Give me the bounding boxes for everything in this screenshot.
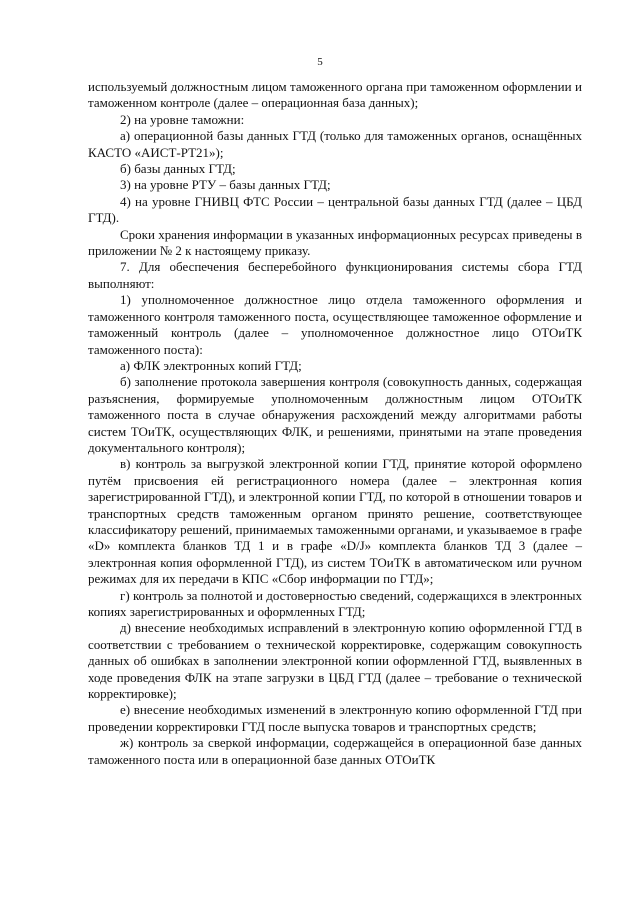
paragraph-section-7: 7. Для обеспечения бесперебойного функционирования системы сбора ГТД выполняют: [88,259,582,291]
document-body [88,79,582,768]
paragraph-customs-level: 2) на уровне таможни: [120,111,245,127]
paragraph-item-b-gtd-db: б) базы данных ГТД; [120,161,236,177]
paragraph-item-d-corrections: д) внесение необходимых исправлений в электронную копию оформленной ГТД в соответствии с требованием о технической корректировке, содержащим совокупность данных об ошибках в заполнении электронной копии оформленной ГТД, выявленных в ходе проведения ФЛК на этапе загрузки в ЦБД ГТД (далее – требование о технической корректировке); [88,620,582,702]
paragraph-rtu-level: 3) на уровне РТУ – базы данных ГТД; [120,177,331,193]
paragraph-gnivc-level: 4) на уровне ГНИВЦ ФТС России – центральной базы данных ГТД (далее – ЦБД ГТД). [88,193,582,226]
paragraph-item-v-upload-control: в) контроль за выгрузкой электронной копии ГТД, принятие которой оформлено путём присвоения ей регистрационного номера (далее – электронная копия зарегистрированной ГТД), и электронной копии ГТД, по которой в отношении товаров и транспортных средств таможенным органом принято решение, соответствующее классификатору решений, принимаемых таможенными органами, и указываемое в графе «D» комплекта бланков ТД 1 и в графе «D/J» комплекта бланков ТД 3 (далее – электронная копия оформленной ГТД), из систем ТОиТК в автоматическом или ручном режимах для их передачи в КПС «Сбор информации по ГТД»; [88,456,582,587]
paragraph-item-b-protocol: б) заполнение протокола завершения контроля (совокупность данных, содержащая разъяснения, формируемые уполномоченным должностным лицом ОТОиТК таможенного поста в случае обнаружения расхождений между алгоритмами работы систем ТОиТК, осуществляющих ФЛК, и решениями, принятыми на этапе проведения документального контроля); [88,374,582,455]
paragraph-item-a-operational-db: а) операционной базы данных ГТД (только для таможенных органов, оснащённых КАСТО «АИСТ-РТ21»); [88,128,582,160]
paragraph-item-g-completeness: г) контроль за полнотой и достоверностью сведений, содержащихся в электронных копиях зарегистрированных и оформленных ГТД; [88,587,582,619]
paragraph-item-e-changes: е) внесение необходимых изменений в электронную копию оформленной ГТД при проведении корректировки ГТД после выпуска товаров и транспортных средств; [88,702,582,734]
page-number: 5 [317,56,323,68]
paragraph-storage-terms: Сроки хранения информации в указанных информационных ресурсах приведены в приложении № 2 к настоящему приказу. [88,226,582,259]
paragraph-operational-db-continuation: используемый должностным лицом таможенного органа при таможенном оформлении и таможенном контроле (далее – операционная база данных); [88,79,582,111]
paragraph-item-zh-reconciliation: ж) контроль за сверкой информации, содержащейся в операционной базе данных таможенного поста или в операционной базе данных ОТОиТК [88,735,582,767]
paragraph-authorized-official: 1) уполномоченное должностное лицо отдела таможенного оформления и таможенного контроля таможенного поста, осуществляющее таможенное оформление и таможенный контроль (далее – уполномоченное должностное лицо ОТОиТК таможенного поста): [88,292,582,357]
paragraph-item-a-flk: а) ФЛК электронных копий ГТД; [120,357,302,373]
